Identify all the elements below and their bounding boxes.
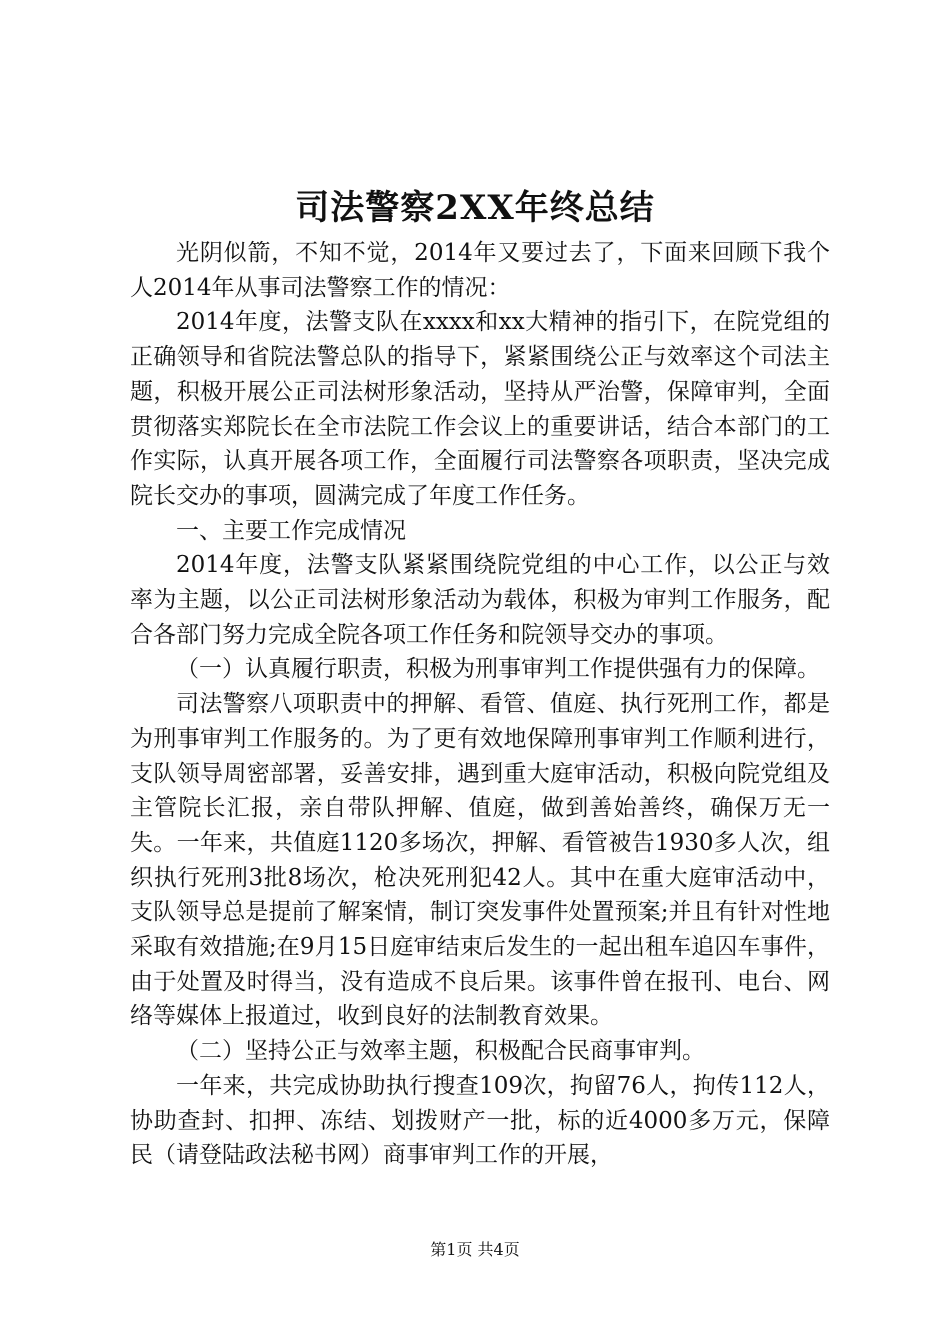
section-heading-main-work: 一、主要工作完成情况 [176, 517, 406, 544]
paragraph-main-work: 2014年度，法警支队紧紧围绕院党组的中心工作，以公正与效率为主题，以公正司法树形象活动为载体，积极为审判工作服务，配合各部门努力完成全院各项工作任务和院领导交办的事项。 [130, 552, 830, 648]
document-body [130, 236, 830, 1173]
subsection-heading-civil: （二）坚持公正与效率主题，积极配合民商事审判。 [176, 1038, 705, 1065]
subsection-heading-criminal: （一）认真履行职责，积极为刑事审判工作提供强有力的保障。 [176, 656, 820, 683]
paragraph-overview: 2014年度，法警支队在xxxx和xx大精神的指引下，在院党组的正确领导和省院法警总队的指导下，紧紧围绕公正与效率这个司法主题，积极开展公正司法树形象活动，坚持从严治警，保障审判，全面贯彻落实郑院长在全市法院工作会议上的重要讲话，结合本部门的工作实际，认真开展各项工作，全面履行司法警察各项职责，坚决完成院长交办的事项，圆满完成了年度工作任务。 [130, 309, 830, 509]
paragraph-civil: 一年来，共完成协助执行搜查109次，拘留76人，拘传112人，协助查封、扣押、冻结、划拨财产一批，标的近4000多万元，保障民（请登陆政法秘书网）商事审判工作的开展， [130, 1072, 830, 1169]
paragraph-intro: 光阴似箭，不知不觉，2014年又要过去了，下面来回顾下我个人2014年从事司法警察工作的情况： [130, 240, 830, 301]
document-title: 司法警察2XX年终总结 [295, 188, 655, 228]
paragraph-criminal: 司法警察八项职责中的押解、看管、值庭、执行死刑工作，都是为刑事审判工作服务的。为了更有效地保障刑事审判工作顺利进行，支队领导周密部署，妥善安排，遇到重大庭审活动，积极向院党组及主管院长汇报，亲自带队押解、值庭，做到善始善终，确保万无一失。一年来，共值庭1120多场次，押解、看管被告1930多人次，组织执行死刑3批8场次，枪决死刑犯42人。其中在重大庭审活动中，支队领导总是提前了解案情，制订突发事件处置预案;并且有针对性地采取有效措施;在9月15日庭审结束后发生的一起出租车追囚车事件，由于处置及时得当，没有造成不良后果。该事件曾在报刊、电台、网络等媒体上报道过，收到良好的法制教育效果。 [130, 691, 830, 1030]
page-footer: 第1页 共4页 [430, 1240, 520, 1259]
